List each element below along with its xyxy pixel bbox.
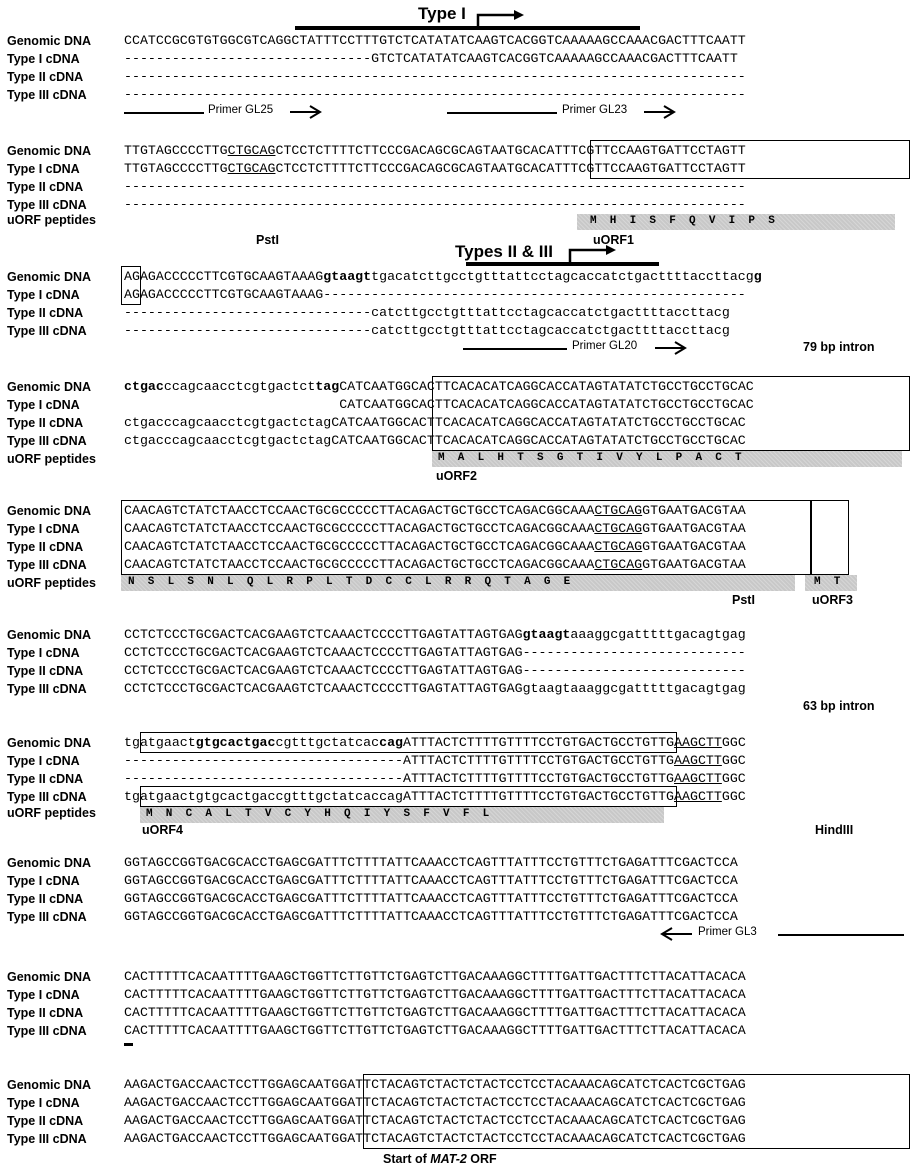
primer-gl23-line (447, 112, 557, 114)
sequence-row: GGTAGCCGGTGACGCACCTGAGCGATTTCTTTTATTCAAACCTCAGTTTATTTCCTGTTTCTGAGATTTCGACTCCA (124, 891, 738, 906)
sequence-row: CATCAATGGCACTTCACACATCAGGCACCATAGTATATCTGCCTGCCTGCAC (124, 397, 754, 412)
row-label: Genomic DNA (7, 1078, 92, 1092)
row-label: uORF peptides (7, 452, 96, 466)
row-label: Type III cDNA (7, 682, 87, 696)
uorf3-box (811, 500, 849, 575)
uorf2-peptide-cont: N S L S N L Q L R P L T D C C L R R Q T A G E (128, 576, 571, 588)
primer-gl20-line (463, 348, 567, 350)
primer-gl3-arrow (660, 926, 694, 942)
row-label: uORF peptides (7, 576, 96, 590)
row-label: Type III cDNA (7, 434, 87, 448)
sequence-row: CAACAGTCTATCTAACCTCCAACTGCGCCCCCTTACAGACTGCTGCCTCAGACGGCAAACTGCAGGTGAATGACGTAA (124, 557, 746, 572)
intron79-label: 79 bp intron (803, 340, 875, 354)
row-label: Type I cDNA (7, 398, 80, 412)
uorf3-peptide: M T (814, 576, 841, 588)
uorf4-peptide: M N C A L T V C Y H Q I Y S F V F L (146, 808, 490, 820)
uorf2-box (432, 376, 910, 451)
primer-gl25-arrow (290, 104, 328, 120)
sequence-row: CAACAGTCTATCTAACCTCCAACTGCGCCCCCTTACAGACTGCTGCCTCAGACGGCAAACTGCAGGTGAATGACGTAA (124, 539, 746, 554)
sequence-row: CAACAGTCTATCTAACCTCCAACTGCGCCCCCTTACAGACTGCTGCCTCAGACGGCAAACTGCAGGTGAATGACGTAA (124, 521, 746, 536)
sequence-row: GGTAGCCGGTGACGCACCTGAGCGATTTCTTTTATTCAAACCTCAGTTTATTTCCTGTTTCTGAGATTTCGACTCCA (124, 873, 738, 888)
primer-gl3-line (778, 934, 904, 936)
psti-site-label: PstI (256, 233, 279, 247)
sequence-row: CCTCTCCCTGCGACTCACGAAGTCTCAAACTCCCCTTGAGTATTAGTGAGgtaagtaaaggcgatttttgacagtgag (124, 681, 746, 696)
row-label: Type I cDNA (7, 52, 80, 66)
row-label: Type I cDNA (7, 288, 80, 302)
primer-gl25-line (124, 112, 204, 114)
sequence-row: ctgacccagcaacctcgtgactcttagCATCAATGGCACTTCACACATCAGGCACCATAGTATATCTGCCTGCCTGCAC (124, 379, 754, 394)
sequence-row: -------------------------------catcttgcctgtttattcctagcaccatctgacttttaccttacg (124, 323, 730, 338)
uorf1-stop-box (121, 266, 141, 305)
row-label: Type II cDNA (7, 1006, 84, 1020)
uorf2-peptide: M A L H T S G T I V Y L P A C T (438, 452, 742, 464)
row-label: Genomic DNA (7, 628, 92, 642)
sequence-row: AGAGACCCCCTTCGTGCAAGTAAAG----------------------------------------------------- (124, 287, 746, 302)
row-label: Type I cDNA (7, 162, 80, 176)
row-label: Genomic DNA (7, 504, 92, 518)
row-label: Type I cDNA (7, 754, 80, 768)
sequence-row: -----------------------------------ATTTACTCTTTTGTTTTCCTGTGACTGCCTGTTGAAGCTTGGC (124, 771, 746, 786)
types23-start-arrow (568, 244, 618, 264)
row-label: Genomic DNA (7, 380, 92, 394)
sequence-row: AAGACTGACCAACTCCTTGGAGCAATGGATTCTACAGTCTACTCTACTCCTCCTACAAACAGCATCTCACTCGCTGAG (124, 1077, 746, 1092)
row-label: Genomic DNA (7, 970, 92, 984)
row-label: Type II cDNA (7, 416, 84, 430)
sequence-row: CAACAGTCTATCTAACCTCCAACTGCGCCCCCTTACAGACTGCTGCCTCAGACGGCAAACTGCAGGTGAATGACGTAA (124, 503, 746, 518)
sequence-row: -------------------------------catcttgcctgtttattcctagcaccatctgacttttaccttacg (124, 305, 730, 320)
sequence-row: AAGACTGACCAACTCCTTGGAGCAATGGATTCTACAGTCTACTCTACTCCTCCTACAAACAGCATCTCACTCGCTGAG (124, 1113, 746, 1128)
row-label: Genomic DNA (7, 144, 92, 158)
sequence-row: tgatgaactgtgcactgaccgtttgctatcaccagATTTACTCTTTTGTTTTCCTGTGACTGCCTGTTGAAGCTTGGC (124, 735, 746, 750)
sequence-row: GGTAGCCGGTGACGCACCTGAGCGATTTCTTTTATTCAAACCTCAGTTTATTTCCTGTTTCTGAGATTTCGACTCCA (124, 855, 738, 870)
sequence-row: CACTTTTTCACAATTTTGAAGCTGGTTCTTGTTCTGAGTCTTGACAAAGGCTTTTGATTGACTTTCTTACATTACACA (124, 1023, 746, 1038)
sequence-row: AGAGACCCCCTTCGTGCAAGTAAAGgtaagttgacatcttgcctgtttattcctagcaccatctgacttttaccttacgg (124, 269, 762, 284)
uorf3-label: uORF3 (812, 593, 853, 607)
sequence-row: ------------------------------------------------------------------------------ (124, 197, 746, 212)
sequence-row: AAGACTGACCAACTCCTTGGAGCAATGGATTCTACAGTCTACTCTACTCCTCCTACAAACAGCATCTCACTCGCTGAG (124, 1095, 746, 1110)
start-of-orf-label: Start of MAT-2 ORF (383, 1152, 497, 1166)
row-label: Type III cDNA (7, 910, 87, 924)
row-label: Type III cDNA (7, 88, 87, 102)
row-label: Type I cDNA (7, 1096, 80, 1110)
sequence-row: -------------------------------GTCTCATATATCAAGTCACGGTCAAAAAGCCAAACGACTTTCAATT (124, 51, 738, 66)
row-label: Type II cDNA (7, 772, 84, 786)
row-label: Type III cDNA (7, 790, 87, 804)
row-label: Type I cDNA (7, 988, 80, 1002)
row-label: Type II cDNA (7, 70, 84, 84)
uorf1-peptide: M H I S F Q V I P S (590, 215, 775, 227)
uorf4-box-genomic (140, 732, 677, 753)
row-label: Type II cDNA (7, 180, 84, 194)
psti-site-label: PstI (732, 593, 755, 607)
sequence-row: CCTCTCCCTGCGACTCACGAAGTCTCAAACTCCCCTTGAGTATTAGTGAGgtaagtaaaggcgatttttgacagtgag (124, 627, 746, 642)
row-label: Type III cDNA (7, 324, 87, 338)
sequence-row: CCATCCGCGTGTGGCGTCAGGCTATTTCCTTTGTCTCATATATCAAGTCACGGTCAAAAAGCCAAACGACTTTCAATT (124, 33, 746, 48)
sequence-row: tgatgaactgtgcactgaccgtttgctatcaccagATTTACTCTTTTGTTTTCCTGTGACTGCCTGTTGAAGCTTGGC (124, 789, 746, 804)
row-label: Type II cDNA (7, 540, 84, 554)
row-label: Type II cDNA (7, 1114, 84, 1128)
sequence-row: CACTTTTTCACAATTTTGAAGCTGGTTCTTGTTCTGAGTCTTGACAAAGGCTTTTGATTGACTTTCTTACATTACACA (124, 1005, 746, 1020)
sequence-row: ctgacccagcaacctcgtgactctagCATCAATGGCACTTCACACATCAGGCACCATAGTATATCTGCCTGCCTGCAC (124, 415, 746, 430)
row-label: Type II cDNA (7, 892, 84, 906)
uorf2-label: uORF2 (436, 469, 477, 483)
row-label: Genomic DNA (7, 270, 92, 284)
uorf1-label: uORF1 (593, 233, 634, 247)
row-label: uORF peptides (7, 213, 96, 227)
uorf4-box-type3 (140, 786, 677, 807)
primer-gl3-label: Primer GL3 (698, 926, 757, 938)
type1-label: Type I (418, 4, 466, 23)
sequence-row: ------------------------------------------------------------------------------ (124, 69, 746, 84)
sequence-row: ------------------------------------------------------------------------------ (124, 87, 746, 102)
row-label: Type I cDNA (7, 522, 80, 536)
uorf1-box (590, 140, 910, 179)
mat2-orf-box (363, 1074, 910, 1149)
types23-transcript-bar (466, 262, 659, 266)
type1-transcript-bar (295, 26, 640, 30)
sequence-row: GGTAGCCGGTGACGCACCTGAGCGATTTCTTTTATTCAAACCTCAGTTTATTTCCTGTTTCTGAGATTTCGACTCCA (124, 909, 738, 924)
primer-gl25-label: Primer GL25 (208, 104, 274, 116)
intron63-label: 63 bp intron (803, 699, 875, 713)
primer-gl23-label: Primer GL23 (562, 104, 628, 116)
row-label: uORF peptides (7, 806, 96, 820)
uorf4-label: uORF4 (142, 823, 183, 837)
sequence-row: AAGACTGACCAACTCCTTGGAGCAATGGATTCTACAGTCTACTCTACTCCTCCTACAAACAGCATCTCACTCGCTGAG (124, 1131, 746, 1146)
tm-marker (124, 1043, 133, 1046)
primer-gl20-label: Primer GL20 (572, 340, 638, 352)
row-label: Type III cDNA (7, 558, 87, 572)
sequence-row: CACTTTTTCACAATTTTGAAGCTGGTTCTTGTTCTGAGTCTTGACAAAGGCTTTTGATTGACTTTCTTACATTACACA (124, 969, 746, 984)
sequence-row: TTGTAGCCCCTTGCTGCAGCTCCTCTTTTCTTCCCGACAGCGCAGTAATGCACATTTCGTTCCAAGTGATTCCTAGTT (124, 161, 746, 176)
types23-label: Types II & III (455, 242, 553, 261)
sequence-row: CCTCTCCCTGCGACTCACGAAGTCTCAAACTCCCCTTGAGTATTAGTGAG---------------------------- (124, 663, 746, 678)
row-label: Type III cDNA (7, 1024, 87, 1038)
row-label: Type I cDNA (7, 646, 80, 660)
sequence-row: -----------------------------------ATTTACTCTTTTGTTTTCCTGTGACTGCCTGTTGAAGCTTGGC (124, 753, 746, 768)
type1-start-arrow (476, 9, 526, 29)
row-label: Type III cDNA (7, 1132, 87, 1146)
sequence-row: ctgacccagcaacctcgtgactctagCATCAATGGCACTTCACACATCAGGCACCATAGTATATCTGCCTGCCTGCAC (124, 433, 746, 448)
sequence-row: ------------------------------------------------------------------------------ (124, 179, 746, 194)
row-label: Type III cDNA (7, 198, 87, 212)
sequence-row: TTGTAGCCCCTTGCTGCAGCTCCTCTTTTCTTCCCGACAGCGCAGTAATGCACATTTCGTTCCAAGTGATTCCTAGTT (124, 143, 746, 158)
row-label: Type II cDNA (7, 664, 84, 678)
row-label: Genomic DNA (7, 856, 92, 870)
row-label: Genomic DNA (7, 736, 92, 750)
row-label: Genomic DNA (7, 34, 92, 48)
row-label: Type I cDNA (7, 874, 80, 888)
hindiii-site-label: HindIII (815, 823, 854, 837)
uorf2-box-cont (121, 500, 811, 575)
row-label: Type II cDNA (7, 306, 84, 320)
sequence-row: CACTTTTTCACAATTTTGAAGCTGGTTCTTGTTCTGAGTCTTGACAAAGGCTTTTGATTGACTTTCTTACATTACACA (124, 987, 746, 1002)
primer-gl20-arrow (655, 340, 693, 356)
sequence-row: CCTCTCCCTGCGACTCACGAAGTCTCAAACTCCCCTTGAGTATTAGTGAG---------------------------- (124, 645, 746, 660)
